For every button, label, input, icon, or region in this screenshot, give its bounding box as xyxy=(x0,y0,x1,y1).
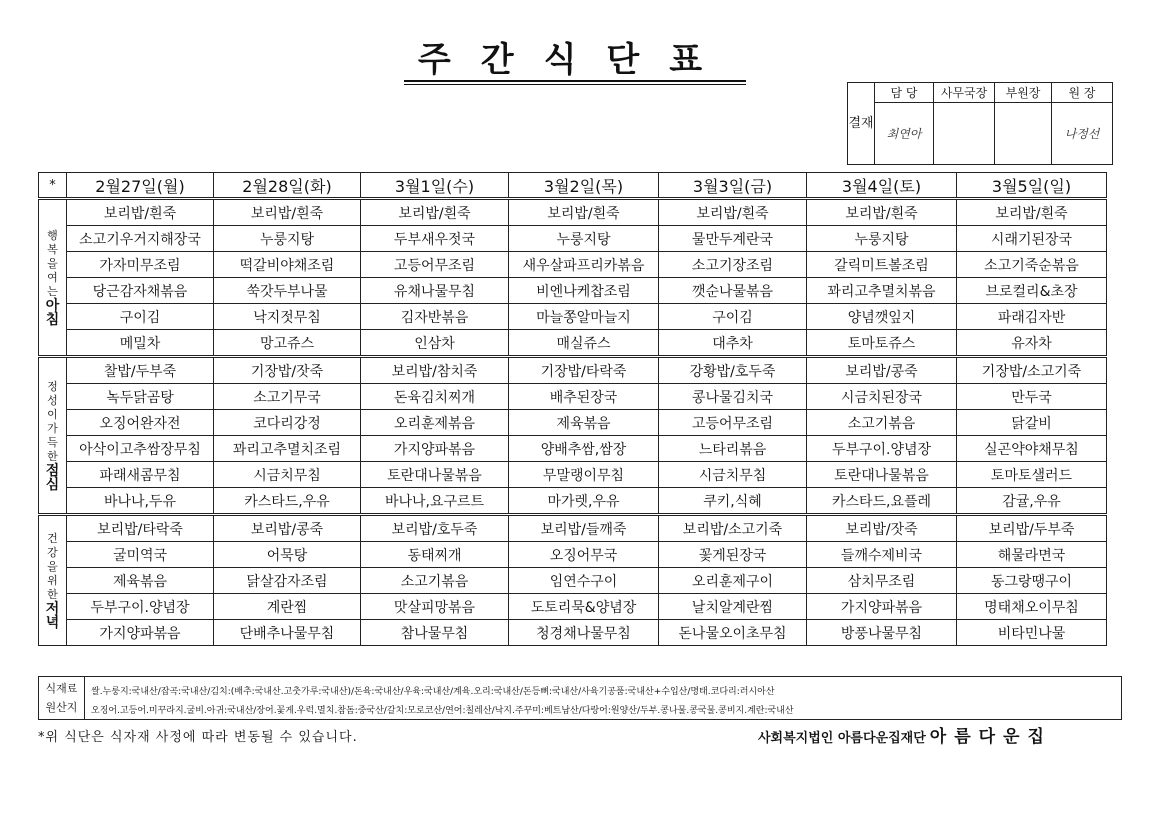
meal-label-big: 저녁 xyxy=(45,600,60,631)
menu-cell: 시금치무침 xyxy=(214,462,361,488)
menu-cell: 만두국 xyxy=(957,384,1107,410)
menu-cell: 배추된장국 xyxy=(509,384,659,410)
menu-cell: 비엔나케찹조림 xyxy=(509,278,659,304)
menu-cell: 양배추쌈,쌈장 xyxy=(509,436,659,462)
menu-cell: 기장밥/잣죽 xyxy=(214,357,361,384)
menu-cell: 물만두계란국 xyxy=(659,226,807,252)
menu-row xyxy=(39,330,1107,357)
meal-label-big: 점심 xyxy=(45,462,60,493)
menu-cell: 낙지젓무침 xyxy=(214,304,361,330)
menu-cell: 시금치된장국 xyxy=(807,384,957,410)
day-header: 3월1일(수) xyxy=(361,173,509,199)
menu-cell: 오징어완자전 xyxy=(67,410,214,436)
menu-cell: 떡갈비야채조림 xyxy=(214,252,361,278)
menu-cell: 고등어무조림 xyxy=(361,252,509,278)
menu-cell: 맛살피망볶음 xyxy=(361,594,509,620)
menu-cell: 도토리묵&양념장 xyxy=(509,594,659,620)
menu-cell: 깻순나물볶음 xyxy=(659,278,807,304)
menu-cell: 돈나물오이초무침 xyxy=(659,620,807,646)
approval-role-director: 원 장 xyxy=(1052,83,1113,103)
menu-cell: 고등어무조림 xyxy=(659,410,807,436)
menu-row xyxy=(39,515,1107,542)
page-title: 주간식단표 xyxy=(417,40,733,80)
menu-cell: 보리밥/흰죽 xyxy=(214,199,361,226)
meal-label xyxy=(39,199,67,357)
menu-cell: 명태채오이무침 xyxy=(957,594,1107,620)
menu-cell: 보리밥/두부죽 xyxy=(957,515,1107,542)
menu-cell: 카스타드,우유 xyxy=(214,488,361,515)
menu-cell: 쑥갓두부나물 xyxy=(214,278,361,304)
menu-cell: 오징어무국 xyxy=(509,542,659,568)
day-header: 2월27일(월) xyxy=(67,173,214,199)
menu-cell: 보리밥/콩죽 xyxy=(807,357,957,384)
menu-cell: 누룽지탕 xyxy=(214,226,361,252)
weekly-menu-table xyxy=(38,172,1107,646)
menu-cell: 구이김 xyxy=(659,304,807,330)
day-header: 3월2일(목) xyxy=(509,173,659,199)
corner-cell: * xyxy=(39,173,67,199)
menu-cell: 보리밥/호두죽 xyxy=(361,515,509,542)
menu-row xyxy=(39,357,1107,384)
menu-cell: 계란찜 xyxy=(214,594,361,620)
menu-cell: 마가렛,우유 xyxy=(509,488,659,515)
menu-cell: 가지양파볶음 xyxy=(67,620,214,646)
menu-cell: 비타민나물 xyxy=(957,620,1107,646)
approval-label: 결재 xyxy=(848,83,875,165)
menu-cell: 소고기볶음 xyxy=(807,410,957,436)
menu-cell: 보리밥/흰죽 xyxy=(361,199,509,226)
menu-cell: 오리훈제볶음 xyxy=(361,410,509,436)
organization-name: 아름다운집 xyxy=(929,727,1052,747)
menu-cell: 해물라면국 xyxy=(957,542,1107,568)
menu-cell: 갈릭미트볼조림 xyxy=(807,252,957,278)
menu-row xyxy=(39,462,1107,488)
menu-cell: 참나물무침 xyxy=(361,620,509,646)
menu-cell: 소고기볶음 xyxy=(361,568,509,594)
menu-cell: 돈육김치찌개 xyxy=(361,384,509,410)
signature-director: 나정선 xyxy=(1052,103,1113,165)
menu-cell: 누룽지탕 xyxy=(509,226,659,252)
title-underline-thin xyxy=(404,84,746,85)
menu-cell: 아삭이고추쌈장무침 xyxy=(67,436,214,462)
menu-cell: 닭갈비 xyxy=(957,410,1107,436)
menu-cell: 동그랑땡구이 xyxy=(957,568,1107,594)
menu-row xyxy=(39,594,1107,620)
menu-cell: 꽈리고추멸치볶음 xyxy=(807,278,957,304)
meal-label xyxy=(39,357,67,515)
meal-label-small: 행복을여는 xyxy=(47,228,58,298)
menu-cell: 파래김자반 xyxy=(957,304,1107,330)
approval-role-vice: 부원장 xyxy=(995,83,1052,103)
menu-cell: 보리밥/흰죽 xyxy=(807,199,957,226)
organization xyxy=(758,722,1052,747)
menu-cell: 인삼차 xyxy=(361,330,509,357)
menu-change-note: *위 식단은 식자재 사정에 따라 변동될 수 있습니다. xyxy=(38,730,358,745)
menu-cell: 파래새콤무침 xyxy=(67,462,214,488)
menu-row xyxy=(39,278,1107,304)
menu-cell: 단배추나물무침 xyxy=(214,620,361,646)
menu-cell: 날치알계란찜 xyxy=(659,594,807,620)
menu-cell: 유자차 xyxy=(957,330,1107,357)
menu-cell: 제육볶음 xyxy=(67,568,214,594)
menu-row xyxy=(39,542,1107,568)
menu-cell: 찰밥/두부죽 xyxy=(67,357,214,384)
menu-cell: 녹두닭곰탕 xyxy=(67,384,214,410)
meal-label-small: 건강을위한 xyxy=(47,531,58,601)
menu-cell: 임연수구이 xyxy=(509,568,659,594)
menu-cell: 꽃게된장국 xyxy=(659,542,807,568)
menu-cell: 보리밥/콩죽 xyxy=(214,515,361,542)
menu-cell: 새우살파프리카볶음 xyxy=(509,252,659,278)
menu-cell: 보리밥/들깨죽 xyxy=(509,515,659,542)
menu-cell: 느타리볶음 xyxy=(659,436,807,462)
menu-row xyxy=(39,304,1107,330)
day-header: 3월3일(금) xyxy=(659,173,807,199)
signature-vice xyxy=(995,103,1052,165)
menu-cell: 강황밥/호두죽 xyxy=(659,357,807,384)
menu-cell: 구이김 xyxy=(67,304,214,330)
menu-cell: 청경채나물무침 xyxy=(509,620,659,646)
menu-cell: 시래기된장국 xyxy=(957,226,1107,252)
menu-cell: 토란대나물볶음 xyxy=(361,462,509,488)
origin-label-line2: 원산지 xyxy=(45,701,78,714)
menu-cell: 소고기우거지해장국 xyxy=(67,226,214,252)
menu-cell: 브로컬리&초장 xyxy=(957,278,1107,304)
menu-cell: 쿠키,식혜 xyxy=(659,488,807,515)
menu-cell: 가지양파볶음 xyxy=(807,594,957,620)
menu-cell: 방풍나물무침 xyxy=(807,620,957,646)
menu-cell: 두부구이.양념장 xyxy=(807,436,957,462)
menu-cell: 두부구이.양념장 xyxy=(67,594,214,620)
menu-cell: 소고기장조림 xyxy=(659,252,807,278)
origin-text-line2: 오징어.고등어.미꾸라지.굴비.아귀:국내산/장어.꽃게.우럭.멸치.참돔:중국산/갈치:모로코산/연어:칠레산/낙지.주꾸미:베트남산/다랑어:원양산/두부.콩나물.콩국물.콩비지.계란:국내산 xyxy=(91,706,794,716)
menu-cell: 콩나물김치국 xyxy=(659,384,807,410)
menu-row xyxy=(39,436,1107,462)
menu-cell: 가자미무조림 xyxy=(67,252,214,278)
menu-cell: 시금치무침 xyxy=(659,462,807,488)
menu-cell: 보리밥/흰죽 xyxy=(67,199,214,226)
menu-cell: 가지양파볶음 xyxy=(361,436,509,462)
day-header: 3월4일(토) xyxy=(807,173,957,199)
menu-cell: 마늘쫑알마늘지 xyxy=(509,304,659,330)
menu-cell: 보리밥/흰죽 xyxy=(659,199,807,226)
menu-cell: 기장밥/타락죽 xyxy=(509,357,659,384)
menu-cell: 보리밥/참치죽 xyxy=(361,357,509,384)
menu-cell: 소고기무국 xyxy=(214,384,361,410)
signature-manager: 최연아 xyxy=(875,103,934,165)
approval-role-manager: 담 당 xyxy=(875,83,934,103)
menu-cell: 보리밥/흰죽 xyxy=(957,199,1107,226)
menu-cell: 보리밥/잣죽 xyxy=(807,515,957,542)
menu-row xyxy=(39,410,1107,436)
menu-cell: 망고쥬스 xyxy=(214,330,361,357)
menu-cell: 유채나물무침 xyxy=(361,278,509,304)
origin-label-line1: 식재료 xyxy=(45,682,78,695)
ingredient-origin-box xyxy=(38,676,1122,720)
menu-row xyxy=(39,384,1107,410)
menu-cell: 보리밥/흰죽 xyxy=(509,199,659,226)
menu-cell: 동태찌개 xyxy=(361,542,509,568)
menu-cell: 닭살감자조림 xyxy=(214,568,361,594)
menu-cell: 양념깻잎지 xyxy=(807,304,957,330)
menu-cell: 카스타드,요플레 xyxy=(807,488,957,515)
menu-cell: 바나나,두유 xyxy=(67,488,214,515)
day-header: 3월5일(일) xyxy=(957,173,1107,199)
menu-cell: 무말랭이무침 xyxy=(509,462,659,488)
origin-label xyxy=(39,677,85,719)
title-underline xyxy=(404,80,746,82)
menu-cell: 오리훈제구이 xyxy=(659,568,807,594)
menu-cell: 들깨수제비국 xyxy=(807,542,957,568)
menu-cell: 토마토샐러드 xyxy=(957,462,1107,488)
menu-cell: 삼치무조림 xyxy=(807,568,957,594)
menu-row xyxy=(39,252,1107,278)
meal-label xyxy=(39,515,67,646)
meal-label-big: 아침 xyxy=(45,297,60,328)
menu-cell: 토란대나물볶음 xyxy=(807,462,957,488)
menu-cell: 코다리강정 xyxy=(214,410,361,436)
menu-cell: 대추차 xyxy=(659,330,807,357)
menu-cell: 제육볶음 xyxy=(509,410,659,436)
menu-cell: 굴미역국 xyxy=(67,542,214,568)
menu-cell: 보리밥/소고기죽 xyxy=(659,515,807,542)
organization-prefix: 사회복지법인 아름다운집재단 xyxy=(758,731,926,746)
menu-cell: 꽈리고추멸치조림 xyxy=(214,436,361,462)
menu-cell: 소고기죽순볶음 xyxy=(957,252,1107,278)
menu-row xyxy=(39,568,1107,594)
meal-label-small: 정성이가득한 xyxy=(47,379,58,463)
menu-cell: 토마토쥬스 xyxy=(807,330,957,357)
menu-cell: 보리밥/타락죽 xyxy=(67,515,214,542)
menu-cell: 당근감자채볶음 xyxy=(67,278,214,304)
menu-cell: 감귤,우유 xyxy=(957,488,1107,515)
menu-row xyxy=(39,199,1107,226)
menu-cell: 김자반볶음 xyxy=(361,304,509,330)
menu-cell: 어묵탕 xyxy=(214,542,361,568)
menu-cell: 매실쥬스 xyxy=(509,330,659,357)
menu-cell: 실곤약야채무침 xyxy=(957,436,1107,462)
menu-row xyxy=(39,620,1107,646)
menu-row xyxy=(39,226,1107,252)
menu-cell: 메밀차 xyxy=(67,330,214,357)
approval-box xyxy=(847,82,1113,165)
menu-row xyxy=(39,488,1107,515)
origin-text-line1: 쌀.누룽지:국내산/잡곡:국내산/김치:(배추:국내산.고춧가루:국내산)/돈육:국내산/우육:국내산/계육.오리:국내산/돈등뼈:국내산/사육기공품:국내산+수입산/명태.코다리:러시아산 xyxy=(91,687,775,697)
menu-cell: 기장밥/소고기죽 xyxy=(957,357,1107,384)
menu-cell: 누룽지탕 xyxy=(807,226,957,252)
day-header-row xyxy=(39,173,1107,199)
signature-secretary xyxy=(934,103,995,165)
menu-cell: 두부새우젓국 xyxy=(361,226,509,252)
menu-cell: 바나나,요구르트 xyxy=(361,488,509,515)
day-header: 2월28일(화) xyxy=(214,173,361,199)
approval-role-secretary: 사무국장 xyxy=(934,83,995,103)
